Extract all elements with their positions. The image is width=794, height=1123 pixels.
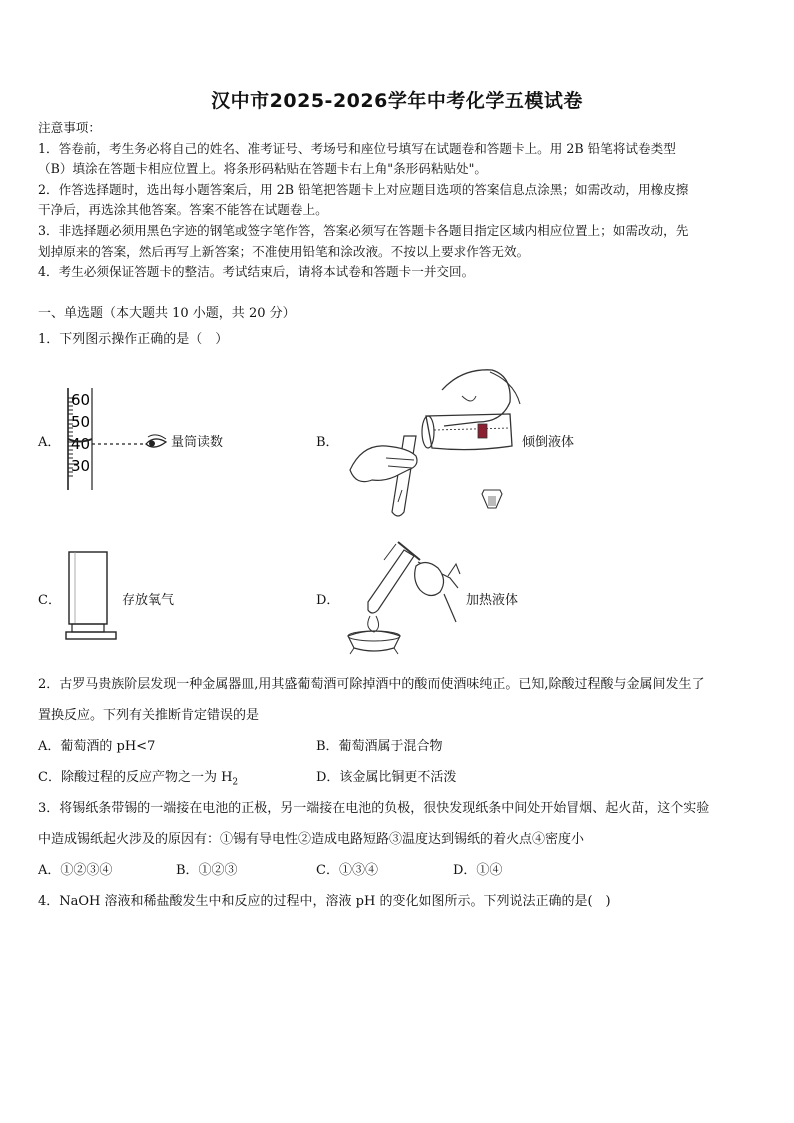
eye-icon — [146, 435, 166, 447]
pouring-liquid-figure — [342, 362, 524, 522]
cylinder-tick-label: 50 — [71, 413, 91, 431]
q1-option-c-caption: 存放氧气 — [122, 593, 175, 608]
note-line: 2．作答选择题时，选出每小题答案后，用 2B 铅笔把答题卡上对应题目选项的答案信息点涂黑；如需改动，用橡皮擦 — [38, 181, 689, 197]
question-1-stem: 1．下列图示操作正确的是（ ） — [38, 332, 229, 347]
note-line: 干净后，再选涂其他答案。答案不能答在试题卷上。 — [38, 202, 328, 218]
q1-option-c-label: C． — [38, 593, 61, 608]
gas-jar-figure — [64, 548, 120, 644]
q2-option-b: B．葡萄酒属于混合物 — [316, 739, 443, 754]
question-2-stem-line: 2．古罗马贵族阶层发现一种金属器皿,用其盛葡萄酒可除掉酒中的酸而使酒味纯正。已知,除酸过程酸与金属间发生了 — [38, 677, 705, 692]
q1-option-d-label: D． — [316, 593, 340, 608]
q3-option-b: B．①②③ — [176, 863, 238, 878]
question-4-stem: 4．NaOH 溶液和稀盐酸发生中和反应的过程中，溶液 pH 的变化如图所示。下列说法正确的是( ) — [38, 894, 611, 909]
q3-option-d: D．①④ — [453, 863, 503, 878]
subscript-2: 2 — [232, 777, 239, 788]
q2-option-c-text: C．除酸过程的反应产物之一为 H — [38, 770, 233, 785]
page-title: 汉中市2025-2026学年中考化学五模试卷 — [211, 90, 583, 112]
note-line: 1．答卷前，考生务必将自己的姓名、准考证号、考场号和座位号填写在试题卷和答题卡上。用 2B 铅笔将试卷类型 — [38, 140, 676, 156]
question-3-stem-line: 3．将锡纸条带锡的一端接在电池的正极，另一端接在电池的负极，很快发现纸条中间处开始冒烟、起火苗，这个实验 — [38, 801, 710, 816]
note-line: 4．考生必须保证答题卡的整洁。考试结束后，请将本试卷和答题卡一并交回。 — [38, 264, 475, 280]
q3-option-c: C．①③④ — [316, 863, 378, 878]
cylinder-tick-label: 60 — [71, 391, 91, 409]
graduated-cylinder-figure — [62, 384, 174, 494]
note-line: 划掉原来的答案，然后再写上新答案；不准使用铅笔和涂改液。不按以上要求作答无效。 — [38, 243, 530, 259]
cylinder-tick-label: 40 — [71, 435, 91, 453]
q1-option-a-caption: 量筒读数 — [171, 435, 224, 450]
cylinder-tick-label: 30 — [71, 457, 91, 475]
q3-option-a: A．①②③④ — [38, 863, 113, 878]
q1-option-a-label: A． — [38, 435, 61, 450]
heating-liquid-figure — [340, 532, 466, 658]
q1-option-b-caption: 倾倒液体 — [522, 435, 575, 450]
notes-heading: 注意事项： — [38, 120, 101, 135]
q1-option-b-label: B． — [316, 435, 339, 450]
question-2-stem-line: 置换反应。下列有关推断肯定错误的是 — [38, 708, 260, 723]
q1-option-d-caption: 加热液体 — [466, 593, 519, 608]
q2-option-d: D．该金属比铜更不活泼 — [316, 770, 457, 785]
section-heading: 一、单选题（本大题共 10 小题，共 20 分） — [38, 306, 296, 321]
note-line: （B）填涂在答题卡相应位置上。将条形码粘贴在答题卡右上角"条形码粘贴处"。 — [38, 161, 488, 177]
question-3-stem-line: 中造成锡纸起火涉及的原因有：①锡有导电性②造成电路短路③温度达到锡纸的着火点④密度小 — [38, 832, 585, 847]
q2-option-c — [38, 768, 238, 793]
q2-option-a: A．葡萄酒的 pH<7 — [38, 739, 156, 754]
note-line: 3．非选择题必须用黑色字迹的钢笔或签字笔作答，答案必须写在答题卡各题目指定区域内相应位置上；如需改动，先 — [38, 222, 689, 238]
notes-block — [38, 118, 760, 283]
